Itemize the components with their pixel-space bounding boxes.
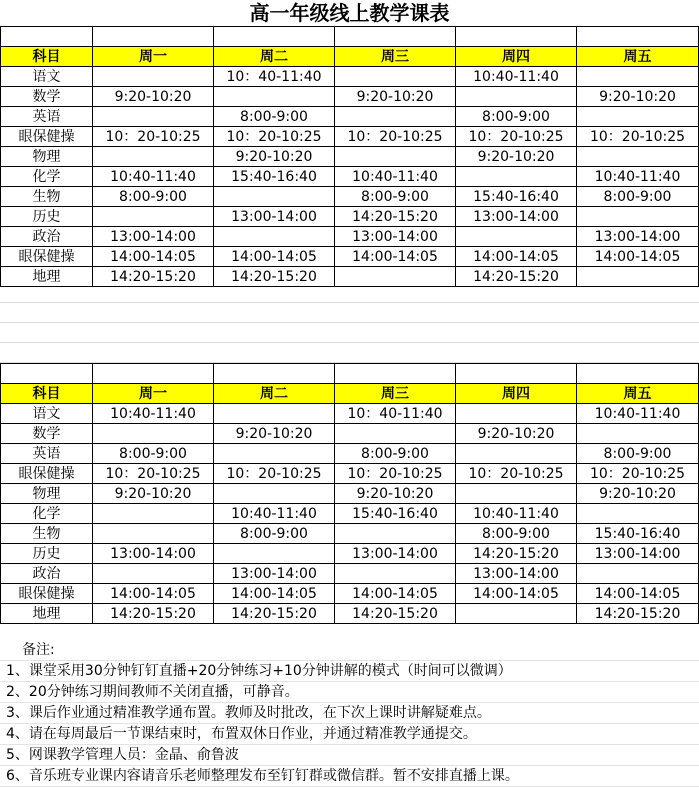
time-cell[interactable]: 15:40-16:40 bbox=[577, 524, 699, 544]
time-cell[interactable] bbox=[577, 207, 699, 227]
time-cell[interactable]: 14:20-15:20 bbox=[456, 267, 577, 287]
time-cell[interactable] bbox=[335, 564, 456, 584]
time-cell[interactable]: 14:00-14:05 bbox=[577, 584, 699, 604]
time-cell[interactable] bbox=[577, 107, 699, 127]
time-cell[interactable]: 14:20-15:20 bbox=[93, 604, 214, 624]
time-cell[interactable]: 13:00-14:00 bbox=[214, 564, 335, 584]
note-item: 3、课后作业通过精准教学通布置。教师及时批改，在下次上课时讲解疑难点。 bbox=[0, 703, 699, 724]
time-cell[interactable] bbox=[93, 564, 214, 584]
time-cell[interactable]: 10:40-11:40 bbox=[93, 404, 214, 424]
time-cell[interactable]: 14:00-14:05 bbox=[335, 247, 456, 267]
time-cell[interactable]: 13:00-14:00 bbox=[335, 227, 456, 247]
table-row bbox=[1, 247, 699, 267]
time-cell[interactable]: 9:20-10:20 bbox=[335, 484, 456, 504]
time-cell[interactable]: 10：20-10:25 bbox=[335, 464, 456, 484]
blank-row bbox=[1, 364, 699, 384]
schedule-table-1 bbox=[0, 26, 699, 287]
subject-cell[interactable]: 眼保健操 bbox=[1, 584, 93, 604]
time-cell[interactable]: 10：20-10:25 bbox=[214, 127, 335, 147]
table-row bbox=[1, 147, 699, 167]
time-cell[interactable]: 10:40-11:40 bbox=[456, 67, 577, 87]
time-cell[interactable] bbox=[577, 564, 699, 584]
time-cell[interactable]: 10：20-10:25 bbox=[456, 127, 577, 147]
subject-cell[interactable]: 地理 bbox=[1, 604, 93, 624]
table-row bbox=[1, 424, 699, 444]
time-cell[interactable]: 14:00-14:05 bbox=[214, 247, 335, 267]
subject-cell[interactable]: 化学 bbox=[1, 167, 93, 187]
time-cell[interactable]: 13:00-14:00 bbox=[93, 544, 214, 564]
notes-section bbox=[0, 640, 699, 787]
table-row bbox=[1, 464, 699, 484]
time-cell[interactable]: 10：20-10:25 bbox=[214, 464, 335, 484]
header-day[interactable]: 周四 bbox=[456, 47, 577, 67]
time-cell[interactable]: 8:00-9:00 bbox=[335, 444, 456, 464]
time-cell[interactable]: 10：20-10:25 bbox=[93, 127, 214, 147]
time-cell[interactable]: 14:00-14:05 bbox=[577, 247, 699, 267]
header-row bbox=[1, 47, 699, 67]
header-day[interactable]: 周一 bbox=[93, 384, 214, 404]
time-cell[interactable]: 14:20-15:20 bbox=[335, 207, 456, 227]
time-cell[interactable] bbox=[456, 87, 577, 107]
header-row bbox=[1, 384, 699, 404]
table-row bbox=[1, 484, 699, 504]
subject-cell[interactable]: 数学 bbox=[1, 87, 93, 107]
time-cell[interactable] bbox=[93, 67, 214, 87]
table-row bbox=[1, 604, 699, 624]
header-day[interactable]: 周五 bbox=[577, 384, 699, 404]
subject-cell[interactable]: 化学 bbox=[1, 504, 93, 524]
time-cell[interactable] bbox=[456, 444, 577, 464]
time-cell[interactable] bbox=[335, 147, 456, 167]
empty-cell[interactable] bbox=[335, 364, 456, 384]
time-cell[interactable] bbox=[93, 524, 214, 544]
time-cell[interactable]: 8:00-9:00 bbox=[93, 444, 214, 464]
time-cell[interactable]: 13:00-14:00 bbox=[335, 544, 456, 564]
time-cell[interactable]: 13:00-14:00 bbox=[577, 227, 699, 247]
time-cell[interactable] bbox=[335, 424, 456, 444]
time-cell[interactable]: 10:40-11:40 bbox=[577, 404, 699, 424]
time-cell[interactable] bbox=[335, 107, 456, 127]
time-cell[interactable]: 14:20-15:20 bbox=[577, 604, 699, 624]
note-item: 4、请在每周最后一节课结束时，布置双休日作业，并通过精准教学通提交。 bbox=[0, 724, 699, 745]
empty-cell[interactable] bbox=[1, 27, 93, 47]
time-cell[interactable]: 14:00-14:05 bbox=[335, 584, 456, 604]
time-cell[interactable]: 10：20-10:25 bbox=[93, 464, 214, 484]
empty-cell[interactable] bbox=[214, 27, 335, 47]
note-item: 2、20分钟练习期间教师不关闭直播，可静音。 bbox=[0, 682, 699, 703]
subject-cell[interactable]: 物理 bbox=[1, 484, 93, 504]
empty-cell[interactable] bbox=[577, 27, 699, 47]
time-cell[interactable]: 8:00-9:00 bbox=[93, 187, 214, 207]
time-cell[interactable] bbox=[214, 227, 335, 247]
time-cell[interactable]: 9:20-10:20 bbox=[214, 424, 335, 444]
subject-cell[interactable]: 英语 bbox=[1, 107, 93, 127]
empty-cell[interactable] bbox=[577, 364, 699, 384]
time-cell[interactable]: 8:00-9:00 bbox=[577, 187, 699, 207]
table-row bbox=[1, 107, 699, 127]
time-cell[interactable]: 10:40-11:40 bbox=[335, 167, 456, 187]
table-row bbox=[1, 67, 699, 87]
subject-cell[interactable]: 眼保健操 bbox=[1, 127, 93, 147]
time-cell[interactable]: 13:00-14:00 bbox=[214, 207, 335, 227]
time-cell[interactable]: 9:20-10:20 bbox=[456, 147, 577, 167]
time-cell[interactable]: 8:00-9:00 bbox=[577, 444, 699, 464]
subject-cell[interactable]: 政治 bbox=[1, 564, 93, 584]
table-row bbox=[1, 524, 699, 544]
time-cell[interactable]: 9:20-10:20 bbox=[93, 484, 214, 504]
table-row bbox=[1, 564, 699, 584]
time-cell[interactable] bbox=[93, 107, 214, 127]
table-row bbox=[1, 187, 699, 207]
time-cell[interactable] bbox=[456, 167, 577, 187]
time-cell[interactable]: 13:00-14:00 bbox=[456, 207, 577, 227]
time-cell[interactable]: 14:00-14:05 bbox=[456, 247, 577, 267]
time-cell[interactable]: 10：40-11:40 bbox=[214, 67, 335, 87]
subject-cell[interactable]: 语文 bbox=[1, 404, 93, 424]
time-cell[interactable]: 10：40-11:40 bbox=[335, 404, 456, 424]
header-day[interactable]: 周二 bbox=[214, 384, 335, 404]
time-cell[interactable]: 13:00-14:00 bbox=[93, 227, 214, 247]
table-row bbox=[1, 87, 699, 107]
table-row bbox=[1, 504, 699, 524]
time-cell[interactable] bbox=[577, 504, 699, 524]
notes-heading: 备注: bbox=[0, 640, 699, 661]
time-cell[interactable]: 13:00-14:00 bbox=[577, 544, 699, 564]
header-day[interactable]: 周三 bbox=[335, 47, 456, 67]
time-cell[interactable] bbox=[93, 424, 214, 444]
time-cell[interactable] bbox=[577, 147, 699, 167]
empty-cell[interactable] bbox=[335, 27, 456, 47]
subject-cell[interactable]: 眼保健操 bbox=[1, 247, 93, 267]
header-day[interactable]: 周四 bbox=[456, 384, 577, 404]
time-cell[interactable]: 8:00-9:00 bbox=[214, 107, 335, 127]
time-cell[interactable]: 9:20-10:20 bbox=[335, 87, 456, 107]
time-cell[interactable] bbox=[214, 484, 335, 504]
subject-cell[interactable]: 英语 bbox=[1, 444, 93, 464]
time-cell[interactable]: 15:40-16:40 bbox=[214, 167, 335, 187]
subject-cell[interactable]: 物理 bbox=[1, 147, 93, 167]
time-cell[interactable] bbox=[93, 147, 214, 167]
time-cell[interactable] bbox=[456, 604, 577, 624]
time-cell[interactable]: 9:20-10:20 bbox=[577, 484, 699, 504]
time-cell[interactable]: 14:20-15:20 bbox=[335, 604, 456, 624]
time-cell[interactable] bbox=[456, 484, 577, 504]
time-cell[interactable] bbox=[456, 404, 577, 424]
time-cell[interactable]: 10:40-11:40 bbox=[456, 504, 577, 524]
time-cell[interactable]: 14:00-14:05 bbox=[93, 247, 214, 267]
subject-cell[interactable]: 语文 bbox=[1, 67, 93, 87]
time-cell[interactable]: 10:40-11:40 bbox=[214, 504, 335, 524]
time-cell[interactable]: 13:00-14:00 bbox=[456, 564, 577, 584]
table-row bbox=[1, 127, 699, 147]
header-subject[interactable]: 科目 bbox=[1, 47, 93, 67]
time-cell[interactable] bbox=[335, 524, 456, 544]
time-cell[interactable]: 9:20-10:20 bbox=[93, 87, 214, 107]
table-row bbox=[1, 444, 699, 464]
time-cell[interactable] bbox=[335, 67, 456, 87]
header-day[interactable]: 周一 bbox=[93, 47, 214, 67]
subject-cell[interactable]: 数学 bbox=[1, 424, 93, 444]
time-cell[interactable] bbox=[93, 504, 214, 524]
subject-cell[interactable]: 历史 bbox=[1, 544, 93, 564]
time-cell[interactable]: 14:20-15:20 bbox=[214, 267, 335, 287]
note-item: 6、音乐班专业课内容请音乐老师整理发布至钉钉群或微信群。暂不安排直播上课。 bbox=[0, 766, 699, 787]
subject-cell[interactable]: 生物 bbox=[1, 187, 93, 207]
time-cell[interactable]: 15:40-16:40 bbox=[456, 187, 577, 207]
time-cell[interactable] bbox=[214, 187, 335, 207]
time-cell[interactable]: 8:00-9:00 bbox=[456, 107, 577, 127]
empty-cell[interactable] bbox=[214, 364, 335, 384]
time-cell[interactable]: 14:00-14:05 bbox=[93, 584, 214, 604]
time-cell[interactable]: 8:00-9:00 bbox=[335, 187, 456, 207]
time-cell[interactable]: 9:20-10:20 bbox=[577, 87, 699, 107]
time-cell[interactable] bbox=[93, 207, 214, 227]
time-cell[interactable] bbox=[577, 424, 699, 444]
empty-cell[interactable] bbox=[456, 364, 577, 384]
time-cell[interactable]: 14:00-14:05 bbox=[456, 584, 577, 604]
empty-cell[interactable] bbox=[93, 364, 214, 384]
time-cell[interactable]: 8:00-9:00 bbox=[214, 524, 335, 544]
subject-cell[interactable]: 历史 bbox=[1, 207, 93, 227]
empty-cell[interactable] bbox=[1, 364, 93, 384]
time-cell[interactable]: 10：20-10:25 bbox=[577, 464, 699, 484]
table-row bbox=[1, 227, 699, 247]
time-cell[interactable] bbox=[577, 67, 699, 87]
time-cell[interactable]: 10：20-10:25 bbox=[335, 127, 456, 147]
time-cell[interactable]: 10：20-10:25 bbox=[456, 464, 577, 484]
time-cell[interactable]: 10：20-10:25 bbox=[577, 127, 699, 147]
header-day[interactable]: 周二 bbox=[214, 47, 335, 67]
empty-cell[interactable] bbox=[93, 27, 214, 47]
time-cell[interactable]: 9:20-10:20 bbox=[214, 147, 335, 167]
subject-cell[interactable]: 眼保健操 bbox=[1, 464, 93, 484]
time-cell[interactable]: 10:40-11:40 bbox=[93, 167, 214, 187]
table-row bbox=[1, 404, 699, 424]
time-cell[interactable]: 14:00-14:05 bbox=[214, 584, 335, 604]
time-cell[interactable] bbox=[214, 544, 335, 564]
page-title: 高一年级线上教学课表 bbox=[249, 1, 450, 25]
blank-row bbox=[1, 27, 699, 47]
subject-cell[interactable]: 政治 bbox=[1, 227, 93, 247]
time-cell[interactable]: 15:40-16:40 bbox=[335, 504, 456, 524]
header-day[interactable]: 周五 bbox=[577, 47, 699, 67]
time-cell[interactable]: 9:20-10:20 bbox=[456, 424, 577, 444]
header-subject[interactable]: 科目 bbox=[1, 384, 93, 404]
time-cell[interactable]: 8:00-9:00 bbox=[456, 524, 577, 544]
table-row bbox=[1, 544, 699, 564]
subject-cell[interactable]: 生物 bbox=[1, 524, 93, 544]
time-cell[interactable]: 14:20-15:20 bbox=[214, 604, 335, 624]
table-row bbox=[1, 584, 699, 604]
schedule-table-2 bbox=[0, 363, 699, 624]
time-cell[interactable] bbox=[456, 227, 577, 247]
empty-cell[interactable] bbox=[456, 27, 577, 47]
time-cell[interactable]: 14:20-15:20 bbox=[456, 544, 577, 564]
time-cell[interactable] bbox=[214, 444, 335, 464]
table-row bbox=[1, 167, 699, 187]
time-cell[interactable] bbox=[214, 404, 335, 424]
time-cell[interactable] bbox=[214, 87, 335, 107]
time-cell[interactable]: 14:20-15:20 bbox=[93, 267, 214, 287]
header-day[interactable]: 周三 bbox=[335, 384, 456, 404]
note-item: 1、课堂采用30分钟钉钉直播+20分钟练习+10分钟讲解的模式（时间可以微调） bbox=[0, 661, 699, 682]
empty-rows-1 bbox=[0, 283, 699, 363]
note-item: 5、网课教学管理人员：金晶、俞鲁波 bbox=[0, 745, 699, 766]
time-cell[interactable]: 10:40-11:40 bbox=[577, 167, 699, 187]
subject-cell[interactable]: 地理 bbox=[1, 267, 93, 287]
table-row bbox=[1, 207, 699, 227]
